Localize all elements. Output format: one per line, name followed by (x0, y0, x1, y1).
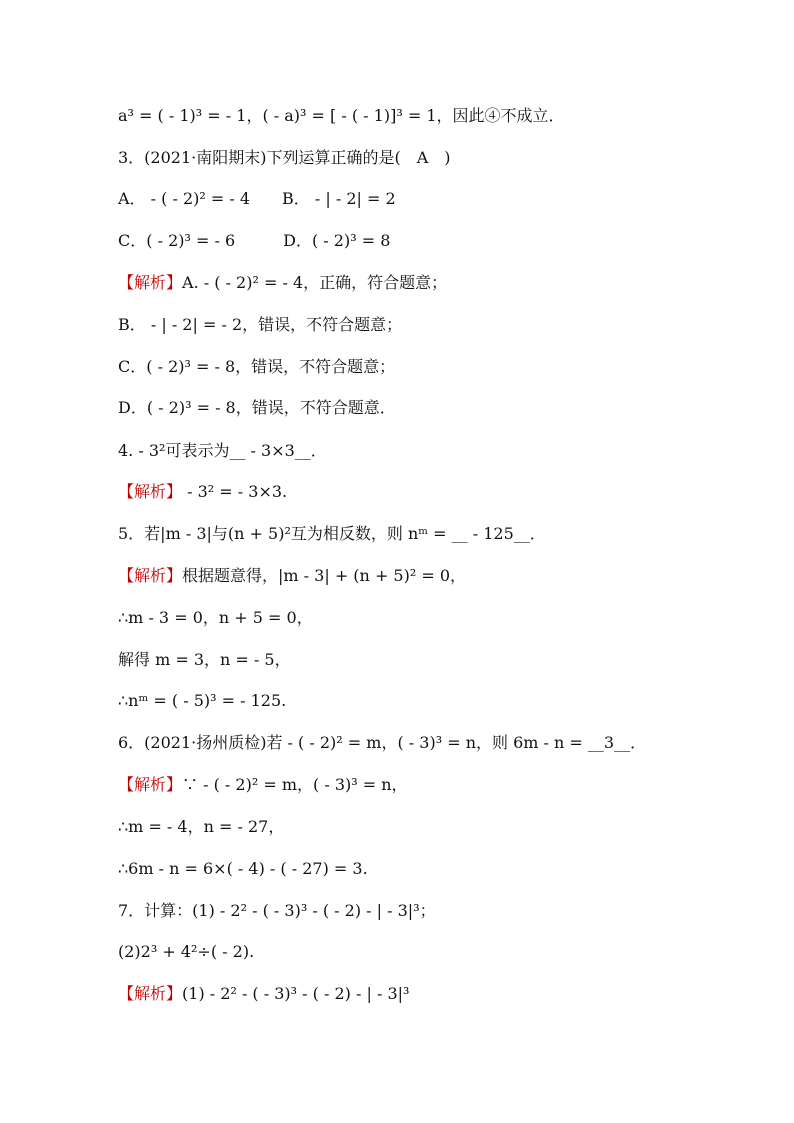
question-3-options-cd (118, 229, 390, 253)
analysis-tag: 【解析】 (118, 273, 183, 292)
line-text: (2)2³ + 4²÷( - 2). (118, 942, 255, 961)
question-3-options-ab (118, 187, 396, 211)
text-line (118, 815, 284, 839)
text-line (118, 313, 402, 337)
line-text: C．( - 2)³ = - 6 D．( - 2)³ = 8 (118, 231, 391, 250)
line-text: ∴nᵐ = ( - 5)³ = - 125. (118, 691, 287, 710)
line-text: 4. - 3²可表示为__ - 3×3__． (118, 441, 327, 460)
line-text: a³ = ( - 1)³ = - 1，( - a)³ = [ - ( - 1)]³ = 1，因此④不成立． (118, 106, 565, 125)
question-3-stem (118, 146, 451, 170)
line-text: ∵ - ( - 2)² = m，( - 3)³ = n， (182, 775, 408, 794)
line-text: D．( - 2)³ = - 8，错误，不符合题意． (118, 398, 396, 417)
question-4-stem (118, 439, 327, 463)
text-line (118, 689, 286, 713)
analysis-line (118, 773, 408, 797)
line-text: ∴6m - n = 6×( - 4) - ( - 27) = 3. (118, 859, 368, 878)
line-text: 解得 m = 3，n = - 5， (118, 650, 291, 669)
line-text: 6．(2021·扬州质检)若 - ( - 2)² = m，( - 3)³ = n，则 6m - n = __3__． (118, 733, 647, 752)
question-7-part-2 (118, 940, 254, 964)
text-line (118, 104, 565, 128)
line-text: (1) - 2² - ( - 3)³ - ( - 2) - | - 3|³ (182, 984, 410, 1003)
line-text: - 3² = - 3×3. (182, 482, 288, 501)
line-text: 根据题意得，|m - 3| + (n + 5)² = 0， (182, 566, 467, 585)
analysis-line (118, 480, 287, 504)
question-5-stem (118, 522, 546, 546)
line-text: 3．(2021·南阳期末)下列运算正确的是( A ) (118, 148, 451, 167)
analysis-line (118, 564, 466, 588)
analysis-tag: 【解析】 (118, 566, 183, 585)
analysis-tag: 【解析】 (118, 482, 183, 501)
analysis-line (118, 271, 447, 295)
text-line (118, 396, 396, 420)
line-text: A. - ( - 2)² = - 4，正确，符合题意； (182, 273, 448, 292)
text-line (118, 606, 313, 630)
line-text: 5．若|m - 3|与(n + 5)²互为相反数，则 nᵐ = __ - 125__． (118, 524, 546, 543)
line-text: ∴m - 3 = 0，n + 5 = 0， (118, 608, 313, 627)
analysis-tag: 【解析】 (118, 775, 183, 794)
analysis-tag: 【解析】 (118, 984, 183, 1003)
analysis-line (118, 982, 409, 1006)
question-6-stem (118, 731, 646, 755)
line-text: B． - | - 2| = - 2，错误，不符合题意； (118, 315, 403, 334)
text-line (118, 857, 368, 881)
line-text: ∴m = - 4，n = - 27， (118, 817, 285, 836)
text-line (118, 355, 395, 379)
line-text: C．( - 2)³ = - 8，错误，不符合题意； (118, 357, 396, 376)
question-7-stem (118, 899, 436, 923)
line-text: A． - ( - 2)² = - 4 B． - | - 2| = 2 (118, 189, 396, 208)
text-line (118, 648, 291, 672)
line-text: 7．计算：(1) - 2² - ( - 3)³ - ( - 2) - | - 3|³； (118, 901, 436, 920)
